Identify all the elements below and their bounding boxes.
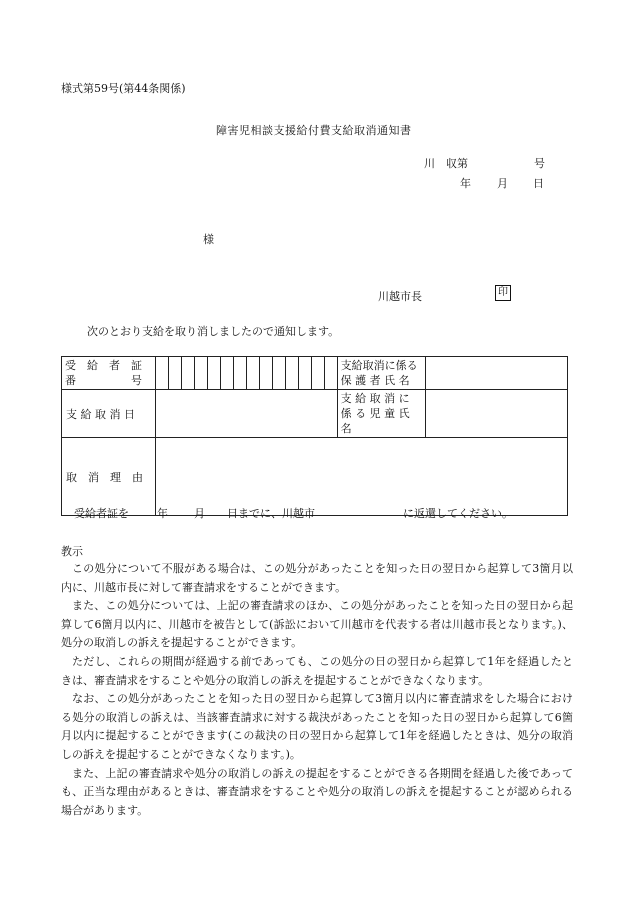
instruction-paragraph: なお、この処分があったことを知った日の翌日から起算して3箇月以内に審査請求をした場合における処分の取消しの訴えは、当該審査請求に対する裁決があったことを知った日の翌日から起算して6箇月以内に提起することができます(この裁決の日の翌日から起算して1年を経過したときは、処分の取消しの訴えを提起することができなくなります。)。 xyxy=(61,692,573,761)
guardian-name-field[interactable] xyxy=(426,357,568,390)
guardian-label-1: 支給取消に係る xyxy=(340,359,418,372)
issue-suffix: 号 xyxy=(534,157,545,170)
date-day: 日 xyxy=(533,177,544,190)
child-name-label-cell xyxy=(337,390,425,438)
notice-text: 次のとおり支給を取り消しましたので通知します。 xyxy=(87,325,340,338)
child-label-1: 支 給 取 消 に xyxy=(340,392,410,405)
instructions-heading: 教示 xyxy=(61,545,83,558)
instruction-paragraph: この処分について不服がある場合は、この処分があったことを知った日の翌日から起算して3箇月以内に、川越市長に対して審査請求をすることができます。 xyxy=(61,562,573,594)
mayor-label: 川越市長 xyxy=(378,290,422,303)
guardian-name-label-cell xyxy=(337,357,425,390)
reason-label: 取 消 理 由 xyxy=(66,470,143,484)
cancel-date-field[interactable] xyxy=(155,390,337,438)
cert-number-label-2: 番 号 xyxy=(65,374,142,387)
issue-prefix: 川 収第 xyxy=(424,157,468,170)
reason-label-cell xyxy=(62,438,156,516)
cert-number-boxes[interactable] xyxy=(155,357,337,390)
recipient-suffix: 様 xyxy=(203,233,214,246)
guardian-label-2: 保 護 者 氏 名 xyxy=(340,374,410,387)
return-c: 月 xyxy=(194,507,205,520)
cancel-date-label: 支 給 取 消 日 xyxy=(66,407,135,421)
instructions-body xyxy=(61,560,573,820)
reason-field[interactable] xyxy=(155,438,567,516)
return-d: 日までに、川越市 xyxy=(227,507,315,520)
cancel-date-label-cell xyxy=(62,390,156,438)
instruction-paragraph: ただし、これらの期間が経過する前であっても、この処分の日の翌日から起算して1年を経過したときは、審査請求をすることや処分の取消しの訴えを提起することができなくなります。 xyxy=(61,654,573,687)
instruction-paragraph: また、この処分については、上記の審査請求のほか、この処分があったことを知った日の翌日から起算して6箇月以内に、川越市を被告として(訴訟において川越市を代表する者は川越市長となります。)、処分の取消しの訴えを提起することができます。 xyxy=(61,599,573,650)
date-month: 月 xyxy=(497,177,508,190)
document-title: 障害児相談支援給付費支給取消通知書 xyxy=(216,124,412,137)
cert-number-label-1: 受 給 者 証 xyxy=(65,359,142,372)
child-label-2: 係 る 児 童 氏 名 xyxy=(340,407,410,435)
return-a: 受給者証を xyxy=(74,507,129,520)
return-b: 年 xyxy=(157,507,168,520)
details-table xyxy=(61,356,568,516)
seal-mark: 印 xyxy=(495,285,511,301)
cert-number-label-cell xyxy=(62,357,156,390)
child-name-field[interactable] xyxy=(426,390,568,438)
form-number: 様式第59号(第44条関係) xyxy=(61,82,186,95)
instruction-paragraph: また、上記の審査請求や処分の取消しの訴えの提起をすることができる各期間を経過した後であっても、正当な理由があるときは、審査請求をすることや処分の取消しの訴えを提起することが認められる場合があります。 xyxy=(61,766,573,817)
date-year: 年 xyxy=(460,177,471,190)
return-e: に返還してください。 xyxy=(403,507,513,520)
